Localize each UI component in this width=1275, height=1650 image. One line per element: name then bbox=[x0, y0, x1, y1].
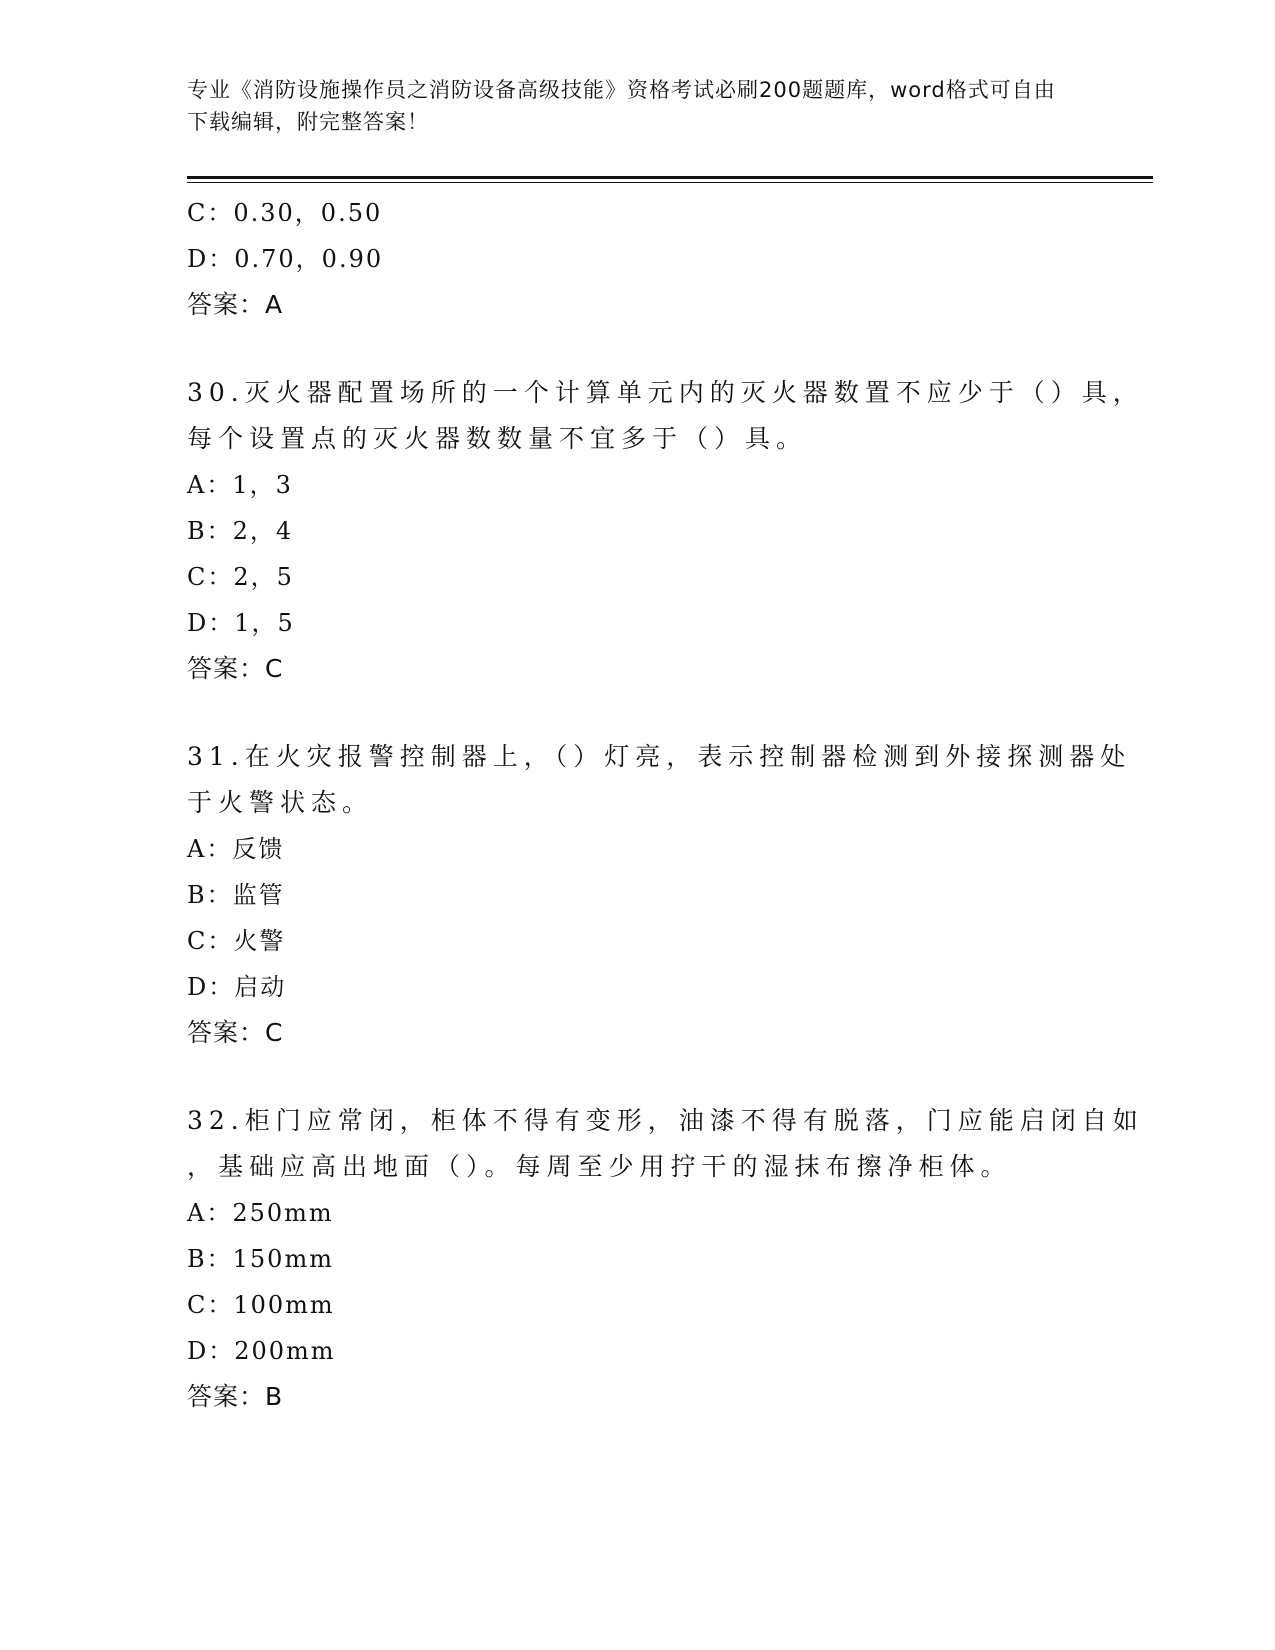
spacer bbox=[187, 328, 1087, 370]
question-stem-line-1: 30.灭火器配置场所的一个计算单元内的灭火器数置不应少于（）具， bbox=[187, 378, 1144, 407]
option-a: A：反馈 bbox=[187, 835, 285, 863]
option-c: C：100mm bbox=[187, 1291, 335, 1319]
option-b: B：2，4 bbox=[187, 517, 294, 545]
answer-line: 答案：C bbox=[187, 654, 284, 683]
option-c: C：2，5 bbox=[187, 563, 294, 591]
header-rule-thin bbox=[187, 182, 1153, 183]
header-rule-thick bbox=[187, 176, 1153, 179]
question-stem-line-1: 32.柜门应常闭，柜体不得有变形，油漆不得有脱落，门应能启闭自如 bbox=[187, 1106, 1144, 1135]
spacer bbox=[187, 692, 1087, 734]
question-stem-line-2: ，基础应高出地面（）。每周至少用拧干的湿抹布擦净柜体。 bbox=[187, 1152, 1012, 1181]
question-30 bbox=[187, 370, 1144, 692]
answer-line: 答案：B bbox=[187, 1382, 284, 1411]
document-header: 专业《消防设施操作员之消防设备高级技能》资格考试必刷200题题库，word格式可自由下载编辑，附完整答案！ bbox=[187, 78, 1056, 134]
spacer bbox=[187, 1056, 1087, 1098]
option-d: D：200mm bbox=[187, 1337, 336, 1365]
option-d: D：启动 bbox=[187, 973, 287, 1001]
option-b: B：150mm bbox=[187, 1245, 334, 1273]
answer-line: 答案：C bbox=[187, 1018, 284, 1047]
question-stem-line-2: 每个设置点的灭火器数数量不宜多于（）具。 bbox=[187, 424, 808, 453]
document-content bbox=[187, 190, 1144, 1420]
option-c: C：火警 bbox=[187, 927, 286, 955]
question-29-continued bbox=[187, 190, 1087, 328]
option-d: D：0.70，0.90 bbox=[187, 245, 384, 273]
answer-line: 答案：A bbox=[187, 290, 284, 319]
question-32 bbox=[187, 1098, 1144, 1420]
option-a: A：250mm bbox=[187, 1199, 334, 1227]
option-d: D：1，5 bbox=[187, 609, 295, 637]
option-b: B：监管 bbox=[187, 881, 285, 909]
question-31 bbox=[187, 734, 1132, 1056]
question-stem-line-1: 31.在火灾报警控制器上，（）灯亮，表示控制器检测到外接探测器处 bbox=[187, 742, 1132, 771]
question-stem-line-2: 于火警状态。 bbox=[187, 788, 374, 817]
option-c: C：0.30，0.50 bbox=[187, 199, 383, 227]
option-a: A：1，3 bbox=[187, 471, 293, 499]
